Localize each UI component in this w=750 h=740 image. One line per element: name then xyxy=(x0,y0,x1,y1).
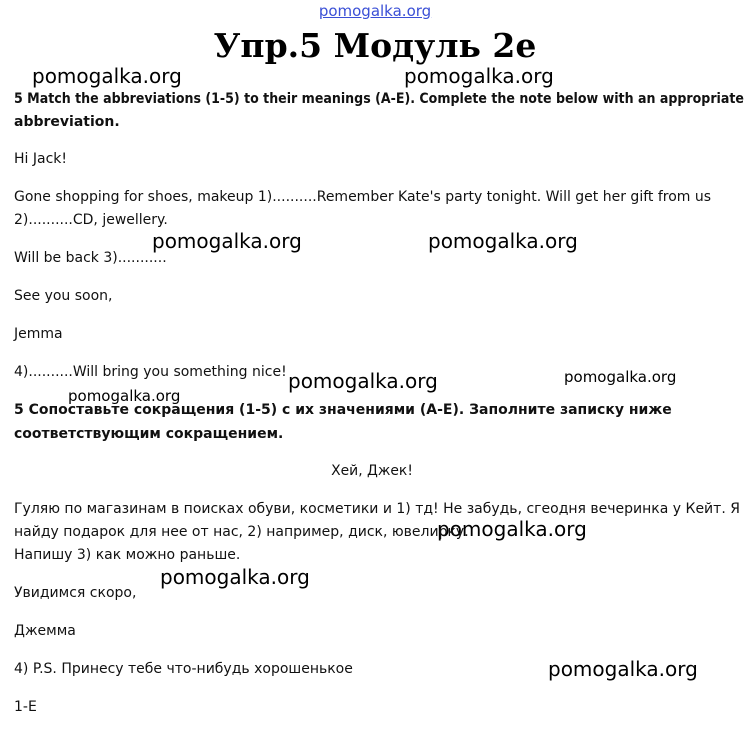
note-closing-ru: Увидимся скоро, xyxy=(14,585,137,601)
page-title: Упр.5 Модуль 2е xyxy=(213,26,537,65)
watermark: pomogalka.org xyxy=(437,517,587,541)
watermark: pomogalka.org xyxy=(68,387,181,405)
exercise-heading-ru: 5 Сопоставьте сокращения (1-5) с их значениями (A-E). Заполните записку ниже xyxy=(14,402,672,418)
note-back-en: Will be back 3)........... xyxy=(14,250,167,266)
watermark: pomogalka.org xyxy=(160,565,310,589)
note-greeting-ru: Хей, Джек! xyxy=(331,463,413,479)
watermark: pomogalka.org xyxy=(32,64,182,88)
exercise-heading-en-line2: abbreviation. xyxy=(14,114,120,130)
note-signature-en: Jemma xyxy=(14,326,63,342)
note-greeting-en: Hi Jack! xyxy=(14,151,67,167)
note-signature-ru: Джемма xyxy=(14,623,76,639)
note-body-en: Gone shopping for shoes, makeup 1)..........Remember Kate's party tonight. Will get her gift from us xyxy=(14,189,712,205)
top-watermark-link[interactable]: pomogalka.org xyxy=(318,2,432,20)
note-back-ru: Напишу 3) как можно раньше. xyxy=(14,547,241,563)
answer: 1-E xyxy=(14,699,37,715)
watermark: pomogalka.org xyxy=(564,368,677,386)
watermark: pomogalka.org xyxy=(404,64,554,88)
watermark: pomogalka.org xyxy=(428,229,578,253)
exercise-heading-en: 5 Match the abbreviations (1-5) to their meanings (A-E). Complete the note below with an appropriate xyxy=(14,91,744,107)
watermark: pomogalka.org xyxy=(548,657,698,681)
note-ps-en: 4)..........Will bring you something nice! xyxy=(14,364,287,380)
watermark: pomogalka.org xyxy=(288,369,438,393)
note-closing-en: See you soon, xyxy=(14,288,113,304)
watermark: pomogalka.org xyxy=(152,229,302,253)
note-body-ru-line2: найду подарок для нее от нас, 2) например, диск, ювелирку. xyxy=(14,524,469,540)
exercise-heading-ru-line2: соответствующим сокращением. xyxy=(14,426,284,442)
note-body-en-line2: 2)..........CD, jewellery. xyxy=(14,212,168,228)
note-body-ru: Гуляю по магазинам в поисках обуви, косметики и 1) тд! Не забудь, сгеодня вечеринка у Кейт. Я xyxy=(14,501,740,517)
note-ps-ru: 4) P.S. Принесу тебе что-нибудь хорошенькое xyxy=(14,661,353,677)
